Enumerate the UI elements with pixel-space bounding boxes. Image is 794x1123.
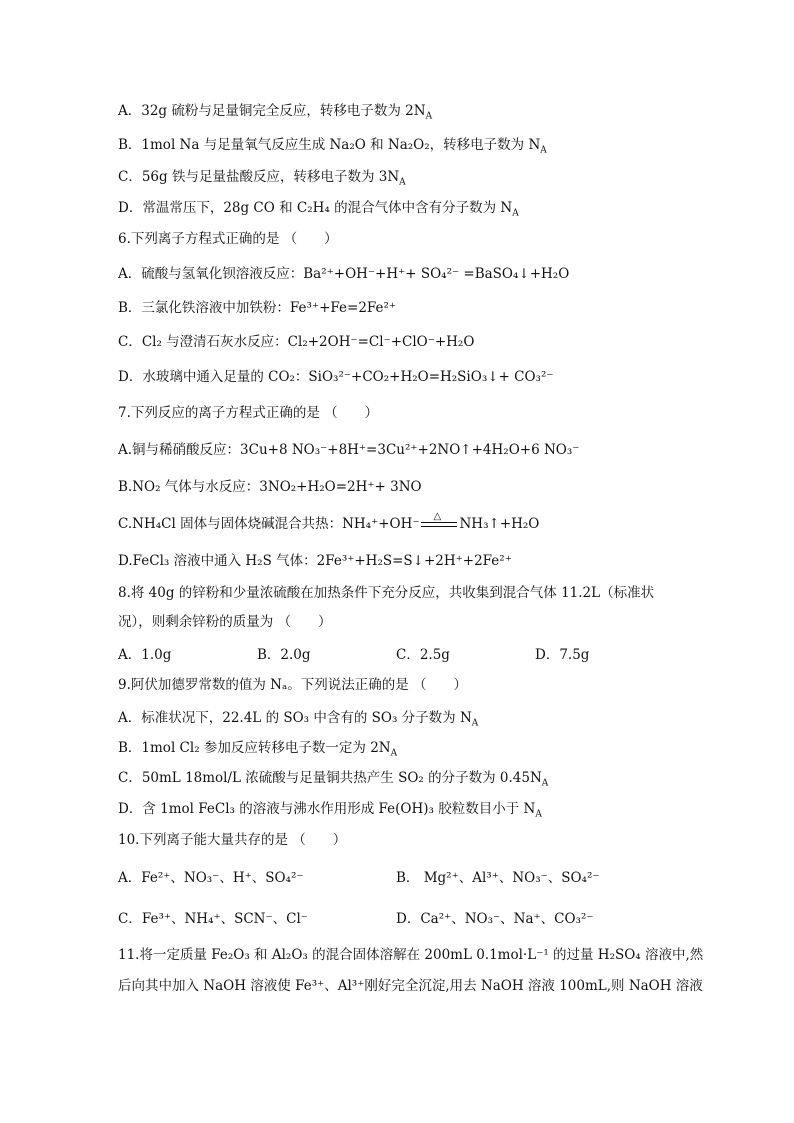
q9-option-d: D．含 1mol FeCl₃ 的溶液与沸水作用形成 Fe(OH)₃ 胶粒数目小于 $N_A$ (118, 801, 542, 820)
q5-option-b: B．1mol Na 与足量氧气反应生成 Na₂O 和 Na₂O₂，转移电子数为 $N_A$ (118, 137, 547, 156)
q7-option-c: C.NH₄Cl 固体与固体烧碱混合共热：NH₄⁺+OH⁻ △ NH₃↑+H₂O (118, 510, 540, 532)
q5-option-d: D．常温常压下，28g CO 和 C₂H₄ 的混合气体中含有分子数为 $N_A$ (118, 200, 519, 219)
q6-stem: 6.下列离子方程式正确的是 （ ） (118, 231, 338, 247)
q6-option-a: A．硫酸与氢氧化钡溶液反应：Ba²⁺+OH⁻+H⁺+ SO₄²⁻ =BaSO₄↓+H₂O (118, 266, 570, 282)
q6-option-b: B．三氯化铁溶液中加铁粉：Fe³⁺+Fe=2Fe²⁺ (118, 300, 397, 316)
q7-option-d: D.FeCl₃ 溶液中通入 H₂S 气体：2Fe³⁺+H₂S=S↓+2H⁺+2Fe²⁺ (118, 553, 512, 569)
q9-option-a: A．标准状况下，22.4L 的 SO₃ 中含有的 SO₃ 分子数为 $N_A$ (118, 710, 479, 729)
q5-option-a: A．32g 硫粉与足量铜完全反应，转移电子数为 $2N_A$ (118, 103, 433, 122)
q7-stem: 7.下列反应的离子方程式正确的是 （ ） (118, 405, 379, 421)
q8-stem-line2: 况），则剩余锌粉的质量为 （ ） (118, 614, 332, 630)
q8-option-c: C．2.5g (396, 647, 450, 663)
q6-option-c: C．Cl₂ 与澄清石灰水反应：Cl₂+2OH⁻=Cl⁻+ClO⁻+H₂O (118, 334, 475, 350)
q8-options (118, 646, 171, 664)
q9-stem: 9.阿伏加德罗常数的值为 Nₐ。下列说法正确的是 （ ） (118, 677, 467, 693)
q10-stem: 10.下列离子能大量共存的是 （ ） (118, 832, 347, 848)
q10-option-d: D．Ca²⁺、NO₃⁻、Na⁺、CO₃²⁻ (396, 911, 594, 927)
q11-stem-line1: 11.将一定质量 Fe₂O₃ 和 Al₂O₃ 的混合固体溶解在 200mL 0.1mol·L⁻¹ 的过量 H₂SO₄ 溶液中,然 (118, 947, 704, 963)
q10-option-b: B． Mg²⁺、Al³⁺、NO₃⁻、SO₄²⁻ (396, 870, 600, 886)
q8-option-b: B．2.0g (257, 647, 311, 663)
q11-stem-line2: 后向其中加入 NaOH 溶液使 Fe³⁺、Al³⁺刚好完全沉淀,用去 NaOH 溶液 100mL,则 NaOH 溶液 (118, 978, 703, 994)
q10-option-c: C．Fe³⁺、NH₄⁺、SCN⁻、Cl⁻ (118, 911, 308, 927)
q5-option-c: C．56g 铁与足量盐酸反应，转移电子数为 $3N_A$ (118, 169, 406, 188)
q8-option-d: D．7.5g (535, 647, 590, 663)
q6-option-d: D．水玻璃中通入足量的 CO₂：SiO₃²⁻+CO₂+H₂O=H₂SiO₃↓+ CO₃²⁻ (118, 369, 554, 385)
q9-option-c: C．50mL 18mol/L 浓硫酸与足量铜共热产生 SO₂ 的分子数为 $0.45N_A$ (118, 770, 549, 789)
q7-option-b: B.NO₂ 气体与水反应：3NO₂+H₂O=2H⁺+ 3NO (118, 479, 422, 495)
q10-option-a: A．Fe²⁺、NO₃⁻、H⁺、SO₄²⁻ (118, 870, 304, 886)
q8-option-a: A．1.0g (118, 647, 172, 663)
q7-option-a: A.铜与稀硝酸反应：3Cu+8 NO₃⁻+8H⁺=3Cu²⁺+2NO↑+4H₂O+6 NO₃⁻ (118, 442, 580, 458)
q9-option-b: B．1mol Cl₂ 参加反应转移电子数一定为 $2N_A$ (118, 740, 398, 759)
q8-stem-line1: 8.将 40g 的锌粉和少量浓硫酸在加热条件下充分反应，共收集到混合气体 11.2L（标准状 (118, 585, 655, 601)
heating-equals-sign: △ (421, 521, 457, 529)
